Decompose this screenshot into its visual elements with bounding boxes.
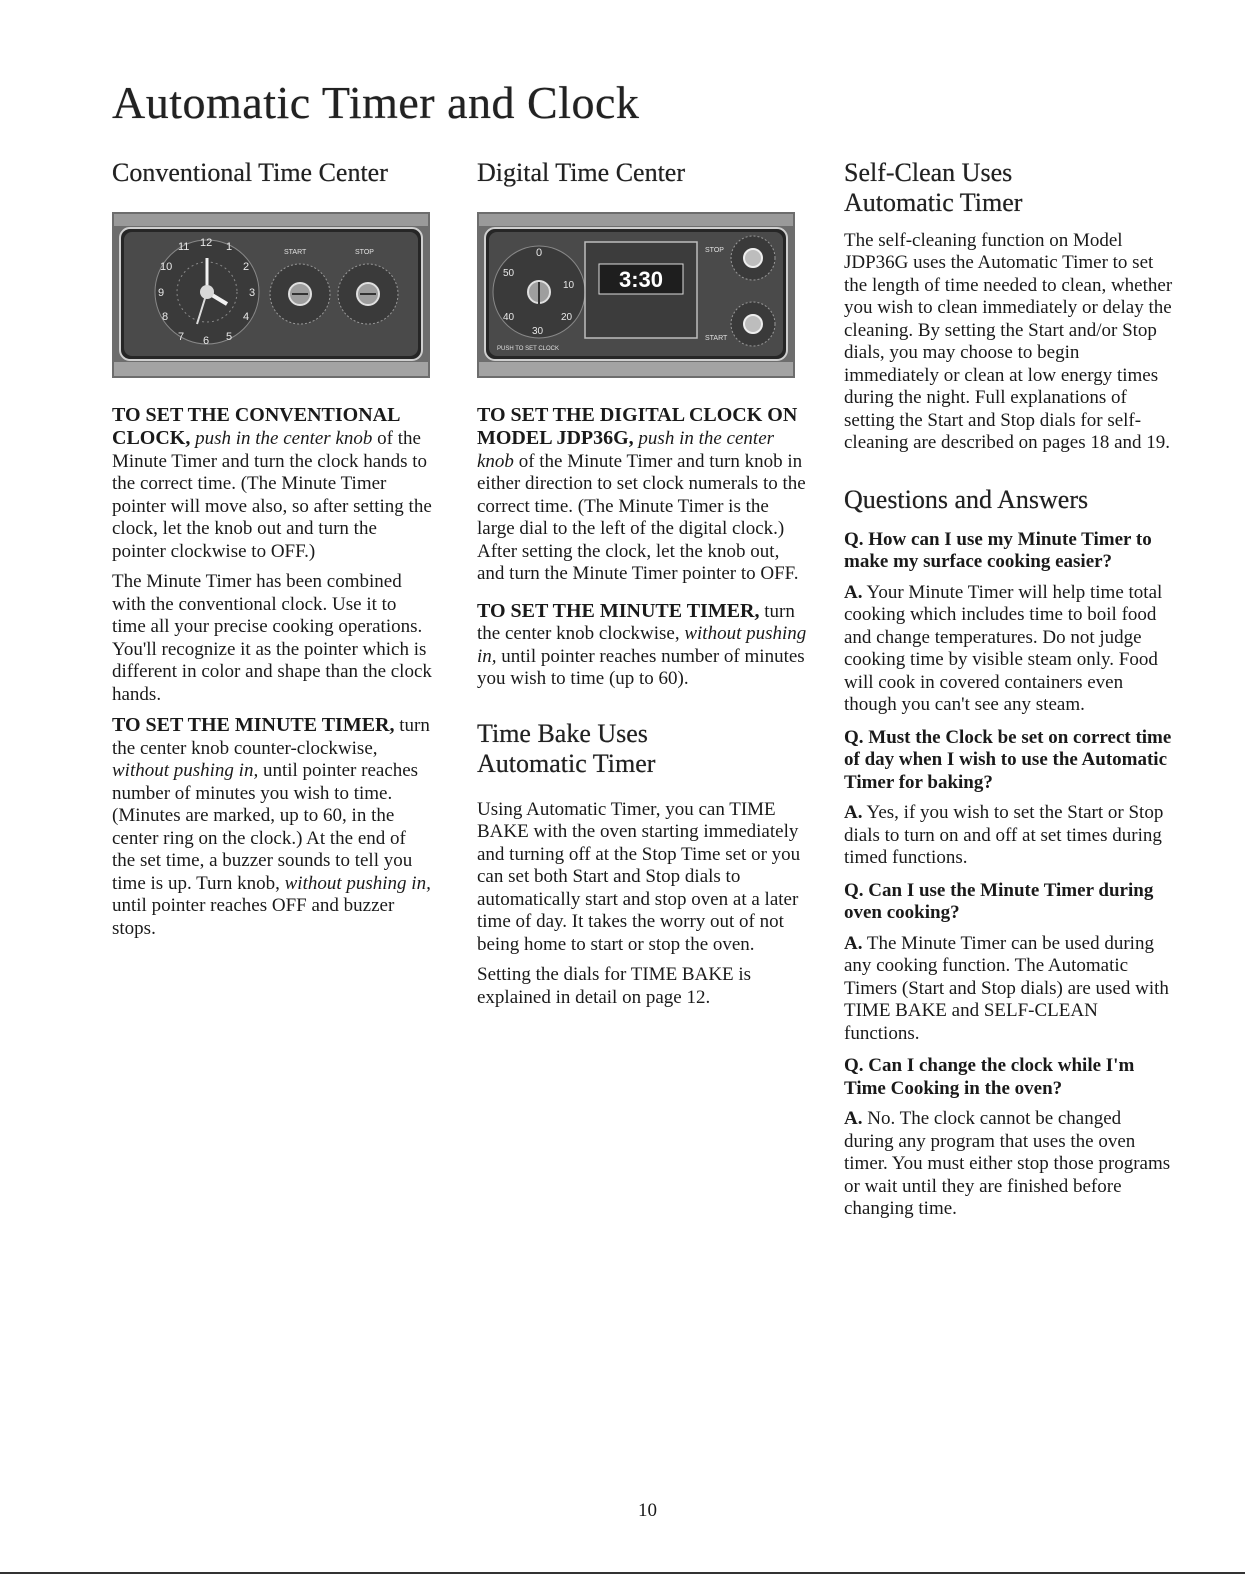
conventional-heading: Conventional Time Center — [112, 158, 388, 187]
start-dial-label: START — [705, 334, 728, 342]
qa-item — [844, 1055, 1174, 1221]
clock-numeral: 4 — [243, 310, 250, 323]
timer-numeral: 50 — [503, 267, 515, 279]
timer-numeral: 20 — [561, 311, 573, 323]
bottom-rule — [0, 1572, 1245, 1574]
set-conventional-timer-text3: until pointer reaches OFF and buzzer stops. — [112, 895, 395, 939]
clock-numeral: 3 — [249, 286, 256, 299]
set-conventional-timer-text2: until pointer reaches number of minutes you wish to time. (Minutes are marked, up to 60, in the center ring on the clock.) At the end of the set time, a buzzer sounds to tell you time is up. Turn knob, — [112, 760, 419, 894]
answer — [844, 582, 1174, 717]
push-to-set-label: PUSH TO SET CLOCK — [497, 345, 560, 352]
clock-numeral: 6 — [203, 334, 210, 347]
set-digital-clock-text: of the Minute Timer and turn knob in either direction to set clock numerals to the correct time. (The Minute Timer is the large dial to the left of the digital clock.) After setting the clock, let the knob out, and turn the Minute Timer pointer to OFF. — [477, 450, 806, 585]
column-self-clean — [844, 158, 1174, 1229]
answer-label: A. — [844, 581, 863, 603]
set-digital-timer-paragraph — [477, 600, 807, 691]
set-digital-clock-lead: TO SET THE DIGITAL CLOCK ON MODEL JDP36G, — [477, 403, 798, 450]
set-conventional-clock-text: of the Minute Timer and turn the clock hands to the correct time. (The Minute Timer pointer will move also, so after setting the clock, let the knob out and turn the pointer clockwise to OFF.) — [112, 428, 432, 562]
timer-numeral: 10 — [563, 279, 575, 291]
time-bake-paragraph-2: Setting the dials for TIME BAKE is explained in detail on page 12. — [477, 964, 752, 1008]
clock-numeral: 10 — [160, 260, 173, 273]
set-conventional-clock-lead: TO SET THE CONVENTIONAL CLOCK, — [112, 403, 400, 450]
digital-heading: Digital Time Center — [477, 158, 685, 187]
question: Q. How can I use my Minute Timer to make my surface cooking easier? — [844, 528, 1152, 573]
answer-label: A. — [844, 802, 863, 824]
set-digital-timer-lead: TO SET THE MINUTE TIMER, — [477, 599, 760, 622]
answer — [844, 802, 1174, 870]
answer — [844, 1108, 1174, 1221]
stop-dial-label: STOP — [705, 246, 724, 254]
answer-label: A. — [844, 1108, 863, 1130]
answer — [844, 933, 1174, 1046]
self-clean-heading: Self-Clean Uses Automatic Timer — [844, 158, 1023, 217]
page-number: 10 — [638, 1500, 657, 1521]
timer-numeral: 40 — [503, 311, 515, 323]
page-title: Automatic Timer and Clock — [112, 77, 640, 128]
clock-numeral: 5 — [226, 330, 233, 343]
answer-text: Yes, if you wish to set the Start or Stop dials to turn on and off at set times during timed functions. — [844, 802, 1164, 869]
timer-numeral: 30 — [532, 325, 544, 337]
clock-numeral: 9 — [158, 286, 165, 299]
conventional-clock-panel-image — [112, 212, 430, 378]
stop-dial-label: STOP — [355, 248, 374, 256]
set-conventional-timer-italic1: without pushing in, — [112, 760, 259, 782]
self-clean-paragraph: The self-cleaning function on Model JDP36G uses the Automatic Timer to set the length of time needed to clean, whether you wish to clean immediately or delay the cleaning. By setting the Start and/or Stop dials, you may choose to begin immediately or clean at low energy times during the night. Full explanations of setting the Start and Stop dials for self-cleaning are described on pages 18 and 19. — [844, 229, 1173, 454]
digital-clock-panel-image — [477, 212, 795, 378]
time-bake-heading: Time Bake Uses Automatic Timer — [477, 718, 656, 778]
set-conventional-timer-text1: turn the center knob counter-clockwise, — [112, 715, 430, 759]
clock-numeral: 8 — [162, 310, 169, 323]
set-digital-timer-text2: until pointer reaches number of minutes you wish to time (up to 60). — [477, 645, 805, 690]
answer-label: A. — [844, 932, 863, 954]
qa-item — [844, 880, 1174, 1046]
qa-item — [844, 529, 1174, 717]
start-dial-label: START — [284, 248, 307, 256]
combined-paragraph: The Minute Timer has been combined with the conventional clock. Use it to time all your precise cooking operations. You'll recognize it as the pointer which is different in color and shape than the clock hands. — [112, 571, 432, 705]
set-conventional-clock-italic: push in the center knob — [195, 428, 373, 450]
clock-numeral: 11 — [178, 240, 190, 253]
set-conventional-timer-paragraph — [112, 714, 432, 940]
set-conventional-timer-italic2: without pushing in, — [284, 872, 431, 894]
qa-heading: Questions and Answers — [844, 484, 1089, 514]
set-digital-clock-italic: push in the center knob — [477, 428, 775, 472]
time-bake-paragraph-1: Using Automatic Timer, you can TIME BAKE with the oven starting immediately and turning off at the Stop Time set or you can set both Start and Stop dials to automatically start and stop oven at a later time of day. It takes the worry out of not being home to start or stop the oven. — [477, 798, 801, 955]
clock-numeral: 12 — [200, 236, 213, 249]
column-conventional — [112, 158, 432, 948]
digital-display: 3:30 — [618, 266, 664, 292]
question: Q. Can I use the Minute Timer during oven cooking? — [844, 879, 1154, 924]
question: Q. Must the Clock be set on correct time of day when I wish to use the Automatic Timer for baking? — [844, 726, 1172, 793]
answer-text: Your Minute Timer will help time total cooking which includes time to boil food and change temperatures. Do not judge cooking time by visible steam only. Food will cook in covered containers even though you can't see any steam. — [844, 581, 1163, 716]
question: Q. Can I change the clock while I'm Time Cooking in the oven? — [844, 1055, 1135, 1099]
set-conventional-timer-lead: TO SET THE MINUTE TIMER, — [112, 714, 395, 737]
set-digital-timer-italic1: without pushing in, — [477, 623, 807, 667]
clock-numeral: 7 — [178, 330, 185, 343]
clock-numeral: 2 — [243, 260, 250, 273]
answer-text: No. The clock cannot be changed during any program that uses the oven timer. You must either stop those programs or wait until they are finished before changing time. — [844, 1108, 1171, 1220]
timer-numeral: 0 — [536, 246, 543, 259]
set-digital-timer-text1: turn the center knob clockwise, — [477, 600, 795, 645]
set-digital-clock-paragraph — [477, 404, 807, 586]
column-digital — [477, 158, 807, 1017]
clock-numeral: 1 — [226, 240, 233, 253]
qa-item — [844, 727, 1174, 870]
answer-text: The Minute Timer can be used during any cooking function. The Automatic Timers (Start and Stop dials) are used with TIME BAKE and SELF-CLEAN functions. — [844, 932, 1169, 1044]
set-conventional-clock-paragraph — [112, 404, 432, 564]
